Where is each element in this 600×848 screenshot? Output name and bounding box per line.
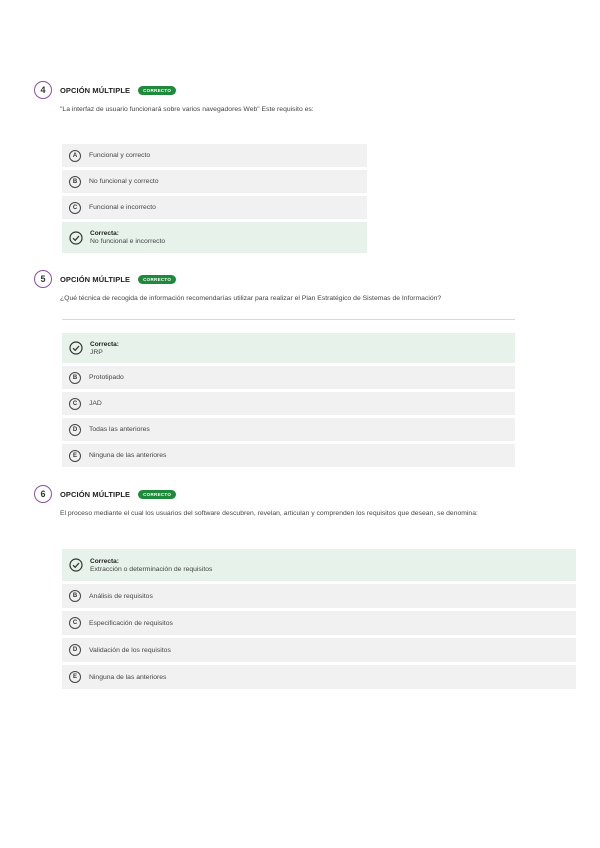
question-header <box>34 483 478 505</box>
question-text: ¿Qué técnica de recogida de información recomendarías utilizar para realizar el Plan Estratégico de Sistemas de Información? <box>60 295 442 302</box>
option-a[interactable] <box>62 144 367 167</box>
option-letter: D <box>69 424 81 436</box>
option-text: Prototipado <box>89 374 124 381</box>
option-text: Extracción o determinación de requisitos <box>90 565 213 573</box>
question-type: OPCIÓN MÚLTIPLE <box>60 85 131 95</box>
question-5 <box>34 268 441 302</box>
option-letter: D <box>69 644 81 656</box>
option-text: Validación de los requisitos <box>89 646 171 654</box>
option-d[interactable] <box>62 638 576 662</box>
correct-label: Correcta: <box>90 230 119 237</box>
question-number: 6 <box>34 485 52 503</box>
option-b[interactable] <box>62 170 367 193</box>
status-badge: CORRECTO <box>138 86 176 95</box>
correct-label: Correcta: <box>90 557 119 565</box>
divider <box>62 319 515 320</box>
option-text: Ninguna de las anteriores <box>89 452 167 459</box>
option-text: Funcional y correcto <box>89 152 151 159</box>
option-letter: C <box>69 398 81 410</box>
check-circle-icon <box>69 341 83 355</box>
option-letter: C <box>69 617 81 629</box>
options-list <box>62 144 367 256</box>
option-text: No funcional y correcto <box>89 178 159 185</box>
option-letter: A <box>69 150 81 162</box>
option-text: JAD <box>89 400 102 407</box>
option-a-correct[interactable] <box>62 333 515 363</box>
options-list <box>62 549 576 692</box>
option-letter: B <box>69 590 81 602</box>
option-d-correct[interactable] <box>62 222 367 253</box>
option-letter: B <box>69 372 81 384</box>
check-circle-icon <box>69 231 83 245</box>
option-b[interactable] <box>62 584 576 608</box>
check-circle-icon <box>69 558 83 572</box>
question-type: OPCIÓN MÚLTIPLE <box>60 489 131 499</box>
question-text: El proceso mediante el cual los usuarios del software descubren, revelan, articulan y comprenden los requisitos que desean, se denomina: <box>60 510 478 517</box>
option-text: Ninguna de las anteriores <box>89 673 167 681</box>
question-type: OPCIÓN MÚLTIPLE <box>60 274 131 284</box>
option-c[interactable] <box>62 196 367 219</box>
option-e[interactable] <box>62 444 515 467</box>
question-header <box>34 79 314 101</box>
option-c[interactable] <box>62 611 576 635</box>
question-number: 4 <box>34 81 52 99</box>
question-header <box>34 268 441 290</box>
question-text: "La interfaz de usuario funcionará sobre varios navegadores Web" Este requisito es: <box>60 106 314 113</box>
question-number: 5 <box>34 270 52 288</box>
question-6 <box>34 483 478 517</box>
option-c[interactable] <box>62 392 515 415</box>
option-text: JRP <box>90 348 103 356</box>
option-e[interactable] <box>62 665 576 689</box>
option-text: Todas las anteriores <box>89 426 150 433</box>
option-text: Especificación de requisitos <box>89 619 173 627</box>
option-letter: E <box>69 671 81 683</box>
status-badge: CORRECTO <box>138 490 176 499</box>
option-text: Funcional e incorrecto <box>89 204 156 211</box>
options-list <box>62 333 515 470</box>
option-b[interactable] <box>62 366 515 389</box>
question-4 <box>34 79 314 113</box>
option-text: Análisis de requisitos <box>89 592 153 600</box>
correct-label: Correcta: <box>90 340 119 348</box>
option-d[interactable] <box>62 418 515 441</box>
option-letter: E <box>69 450 81 462</box>
option-letter: B <box>69 176 81 188</box>
option-a-correct[interactable] <box>62 549 576 581</box>
option-text: No funcional e incorrecto <box>90 238 166 245</box>
option-letter: C <box>69 202 81 214</box>
status-badge: CORRECTO <box>138 275 176 284</box>
